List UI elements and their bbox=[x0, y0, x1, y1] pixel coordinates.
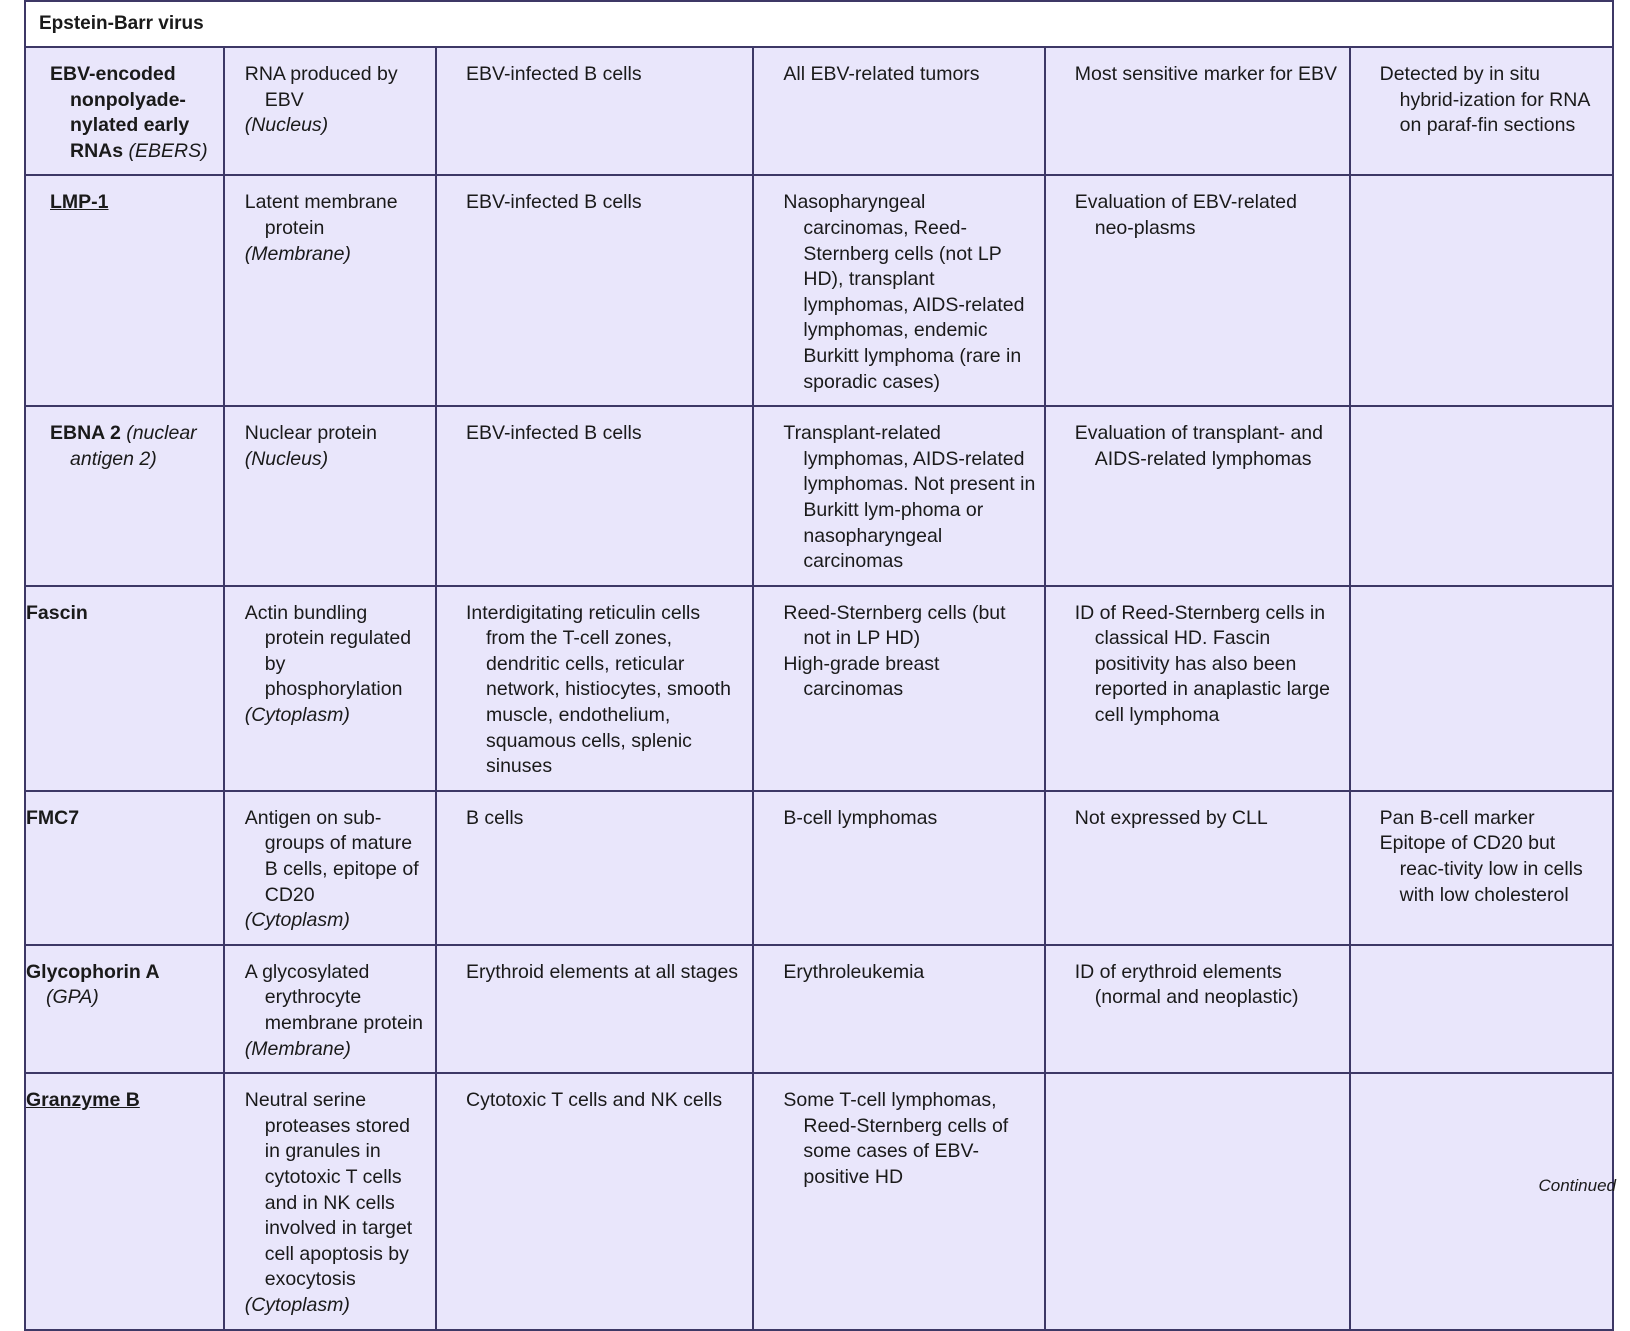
cell-type-line: B cells bbox=[466, 806, 524, 829]
cell-type-line-wrap bbox=[446, 190, 744, 216]
diagnostic-use-line: ID of erythroid elements (normal and neoplastic) bbox=[1074, 960, 1299, 1009]
tumor-line: Some T-cell lymphomas, Reed-Sternberg cells of some cases of EBV-positive HD bbox=[783, 1089, 1009, 1188]
antigen-description: Actin bundling protein regulated by phosphorylation bbox=[244, 601, 412, 701]
continued-label: Continued bbox=[1538, 1176, 1616, 1195]
tumors-cell bbox=[753, 945, 1044, 1073]
antigen-description: Neutral serine proteases stored in granules in cytotoxic T cells and in NK cells involved in target cell apoptosis by exocytosis bbox=[244, 1089, 413, 1291]
notes-cell bbox=[1350, 586, 1613, 791]
table-row bbox=[25, 1073, 1613, 1329]
antigen-location: (Cytoplasm) bbox=[244, 704, 350, 727]
marker-name-extra: (GPA) bbox=[46, 986, 99, 1009]
antigen-description: RNA produced by EBV bbox=[244, 63, 398, 111]
diagnostic-use-line: ID of Reed-Sternberg cells in classical HD. Fascin positivity has also been reported in anaplastic large cell lymphoma bbox=[1074, 601, 1330, 727]
table-row bbox=[25, 586, 1613, 791]
marker-name-cell bbox=[25, 175, 224, 406]
tumor-line: Nasopharyngeal carcinomas, Reed-Sternberg cells (not LP HD), transplant lymphomas, AIDS-related lymphomas, endemic Burkitt lymphoma (rare in sporadic cases) bbox=[783, 191, 1025, 393]
diagnostic-use-line: Not expressed by CLL bbox=[1074, 806, 1268, 829]
antigen-description: Nuclear protein bbox=[244, 422, 377, 445]
marker-name-cell bbox=[25, 791, 224, 945]
marker-name-cell bbox=[25, 586, 224, 791]
tumor-line: High-grade breast carcinomas bbox=[783, 652, 940, 701]
marker-name: Granzyme B bbox=[26, 1089, 140, 1112]
tumor-line: Erythroleukemia bbox=[783, 960, 925, 983]
antigen-cell bbox=[224, 406, 436, 586]
marker-name: EBNA 2 bbox=[50, 422, 121, 445]
table-row bbox=[25, 406, 1613, 586]
note-line: Epitope of CD20 but reac-tivity low in cells with low cholesterol bbox=[1379, 832, 1583, 906]
notes-cell bbox=[1350, 175, 1613, 406]
notes-cell bbox=[1350, 791, 1613, 945]
marker-name-cell bbox=[25, 406, 224, 586]
cell-types-cell bbox=[436, 1073, 753, 1329]
tumor-line-wrap bbox=[763, 190, 1035, 395]
cell-types-cell bbox=[436, 406, 753, 586]
tumors-cell bbox=[753, 175, 1044, 406]
marker-name: EBV-encoded nonpolyade-nylated early RNAs bbox=[50, 63, 190, 162]
cell-types-cell bbox=[436, 175, 753, 406]
notes-cell bbox=[1350, 406, 1613, 586]
cell-type-line-wrap bbox=[446, 1088, 744, 1114]
marker-name-cell bbox=[25, 47, 224, 175]
cell-type-line-wrap bbox=[446, 62, 744, 88]
antigen-location: (Membrane) bbox=[244, 1037, 351, 1060]
marker-table-body bbox=[25, 1, 1613, 1330]
antigen-cell bbox=[224, 586, 436, 791]
cell-type-line: Cytotoxic T cells and NK cells bbox=[466, 1089, 723, 1112]
cell-type-line: EBV-infected B cells bbox=[466, 422, 642, 445]
note-line: Pan B-cell marker bbox=[1379, 806, 1535, 829]
tumor-line: Transplant-related lymphomas, AIDS-related lymphomas. Not present in Burkitt lym-phoma or nasopharyngeal carcinomas bbox=[783, 422, 1036, 573]
marker-name: FMC7 bbox=[26, 806, 80, 829]
marker-name: Glycophorin A bbox=[26, 960, 160, 983]
table-row bbox=[25, 47, 1613, 175]
cell-type-line: Erythroid elements at all stages bbox=[466, 960, 739, 983]
antigen-cell bbox=[224, 175, 436, 406]
tumor-line-wrap bbox=[763, 601, 1035, 652]
diagnostic-use-cell bbox=[1045, 791, 1350, 945]
antigen-location: (Cytoplasm) bbox=[244, 909, 350, 932]
cell-type-line: EBV-infected B cells bbox=[466, 63, 642, 85]
antigen-cell bbox=[224, 1073, 436, 1329]
diagnostic-use-cell bbox=[1045, 1073, 1350, 1329]
note-line-wrap bbox=[1360, 806, 1604, 832]
diagnostic-use-cell bbox=[1045, 47, 1350, 175]
tumors-cell bbox=[753, 791, 1044, 945]
tumors-cell bbox=[753, 47, 1044, 175]
tumor-line-wrap bbox=[763, 806, 1035, 832]
notes-cell bbox=[1350, 945, 1613, 1073]
diagnostic-use-line-wrap bbox=[1055, 960, 1341, 1011]
note-line-wrap bbox=[1360, 62, 1604, 139]
cell-type-line-wrap bbox=[446, 960, 744, 986]
cell-type-line-wrap bbox=[446, 601, 744, 780]
tumors-cell bbox=[753, 1073, 1044, 1329]
antigen-cell bbox=[224, 945, 436, 1073]
diagnostic-use-line: Evaluation of transplant- and AIDS-related lymphomas bbox=[1074, 422, 1323, 470]
tumors-cell bbox=[753, 586, 1044, 791]
table-row bbox=[25, 945, 1613, 1073]
diagnostic-use-cell bbox=[1045, 175, 1350, 406]
antigen-description: A glycosylated erythrocyte membrane protein bbox=[244, 960, 423, 1034]
note-line-wrap bbox=[1360, 831, 1604, 908]
antigen-cell bbox=[224, 47, 436, 175]
antigen-cell bbox=[224, 791, 436, 945]
diagnostic-use-cell bbox=[1045, 406, 1350, 586]
notes-cell bbox=[1350, 1073, 1613, 1329]
marker-table bbox=[24, 0, 1614, 1331]
tumor-line: All EBV-related tumors bbox=[783, 63, 980, 85]
tumor-line-wrap bbox=[763, 1088, 1035, 1190]
diagnostic-use-line-wrap bbox=[1055, 62, 1341, 88]
marker-name-extra: (nuclear antigen 2) bbox=[70, 422, 197, 470]
diagnostic-use-line-wrap bbox=[1055, 601, 1341, 729]
marker-table-container bbox=[24, 0, 1614, 1331]
tumor-line-wrap bbox=[763, 652, 1035, 703]
tumor-line: B-cell lymphomas bbox=[783, 806, 938, 829]
antigen-description: Antigen on sub-groups of mature B cells, epitope of CD20 bbox=[244, 806, 419, 906]
tumor-line-wrap bbox=[763, 62, 1035, 88]
section-header-row bbox=[25, 1, 1613, 47]
marker-name: Fascin bbox=[26, 601, 88, 624]
diagnostic-use-cell bbox=[1045, 586, 1350, 791]
marker-name-extra: (EBERS) bbox=[128, 139, 208, 162]
note-line: Detected by in situ hybrid-ization for RNA on paraf-fin sections bbox=[1379, 63, 1590, 137]
antigen-location: (Cytoplasm) bbox=[244, 1293, 350, 1316]
tumors-cell bbox=[753, 406, 1044, 586]
diagnostic-use-cell bbox=[1045, 945, 1350, 1073]
table-row bbox=[25, 175, 1613, 406]
cell-types-cell bbox=[436, 586, 753, 791]
antigen-location: (Nucleus) bbox=[244, 114, 329, 137]
diagnostic-use-line: Most sensitive marker for EBV bbox=[1074, 63, 1337, 85]
cell-type-line-wrap bbox=[446, 806, 744, 832]
diagnostic-use-line: Evaluation of EBV-related neo-plasms bbox=[1074, 191, 1297, 239]
tumor-line: Reed-Sternberg cells (but not in LP HD) bbox=[783, 601, 1006, 650]
cell-type-line: EBV-infected B cells bbox=[466, 191, 642, 214]
diagnostic-use-line-wrap bbox=[1055, 421, 1341, 472]
marker-name-cell bbox=[25, 1073, 224, 1329]
antigen-location: (Membrane) bbox=[244, 242, 351, 265]
tumor-line-wrap bbox=[763, 421, 1035, 575]
section-title: Epstein-Barr virus bbox=[25, 1, 1613, 47]
cell-types-cell bbox=[436, 791, 753, 945]
cell-types-cell bbox=[436, 47, 753, 175]
antigen-description: Latent membrane protein bbox=[244, 191, 398, 239]
marker-name: LMP-1 bbox=[50, 191, 109, 214]
diagnostic-use-line-wrap bbox=[1055, 806, 1341, 832]
tumor-line-wrap bbox=[763, 960, 1035, 986]
cell-type-line: Interdigitating reticulin cells from the T-cell zones, dendritic cells, reticular network, histiocytes, smooth muscle, endothelium, squamous cells, splenic sinuses bbox=[466, 601, 731, 778]
notes-cell bbox=[1350, 47, 1613, 175]
antigen-location: (Nucleus) bbox=[244, 447, 329, 470]
diagnostic-use-line-wrap bbox=[1055, 190, 1341, 241]
marker-name-cell bbox=[25, 945, 224, 1073]
table-row bbox=[25, 791, 1613, 945]
cell-types-cell bbox=[436, 945, 753, 1073]
cell-type-line-wrap bbox=[446, 421, 744, 447]
